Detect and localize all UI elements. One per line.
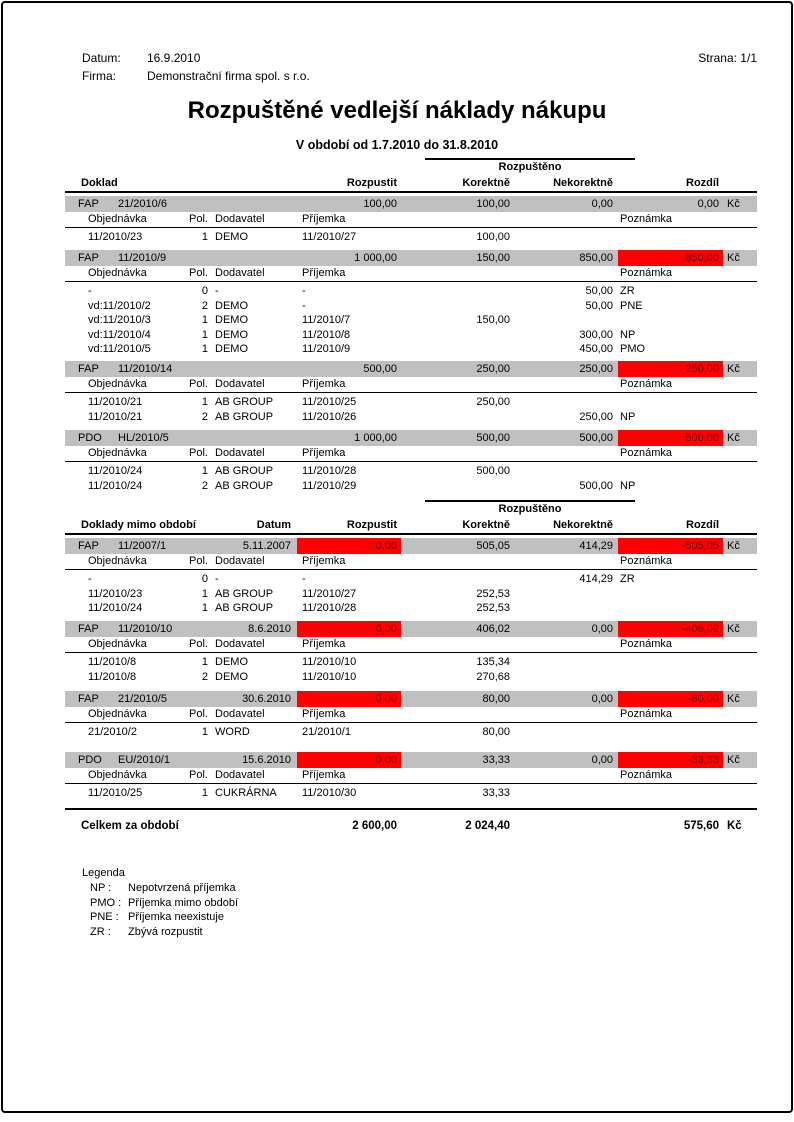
doc-type: FAP <box>78 623 99 635</box>
prijemka-value: 11/2010/28 <box>302 602 357 614</box>
doc-number: 11/2010/10 <box>118 623 173 635</box>
rozdil-highlight-cell: 250,00 <box>618 361 723 377</box>
legend-code: PNE : <box>90 911 119 923</box>
korektne-value: 252,53 <box>476 587 510 600</box>
dodavatel-value: DEMO <box>215 231 248 243</box>
col-doklad: Doklad <box>81 177 118 189</box>
doc-number: 11/2007/1 <box>118 540 167 552</box>
col-pol: Pol. <box>189 378 208 390</box>
doc-type: FAP <box>78 540 99 552</box>
company-value: Demonstrační firma spol. s r.o. <box>147 69 310 83</box>
col-pol: Pol. <box>189 213 208 225</box>
document-section <box>65 621 757 684</box>
doc-date: 8.6.2010 <box>248 623 291 635</box>
document-section <box>65 196 757 245</box>
objednavka-value: - <box>88 573 92 585</box>
objednavka-value: 11/2010/24 <box>88 602 143 614</box>
objednavka-value: vd:11/2010/2 <box>88 299 151 312</box>
currency-label: Kč <box>727 252 740 264</box>
nekorektne-value: 500,00 <box>579 479 613 492</box>
dodavatel-value: WORD <box>215 726 250 738</box>
doc-number: 21/2010/5 <box>118 693 167 705</box>
rozpustit-highlight-cell: 0,00 <box>297 691 401 707</box>
col-pol: Pol. <box>189 447 208 459</box>
poznamka-value: NP <box>620 410 636 423</box>
document-band-row <box>65 361 757 377</box>
doc-type: FAP <box>78 252 99 264</box>
pol-value: 2 <box>201 479 208 492</box>
totals-label: Celkem za období <box>81 820 179 832</box>
prijemka-value: 11/2010/27 <box>302 587 357 600</box>
legend-code: NP : <box>90 882 112 894</box>
detail-row <box>65 230 757 245</box>
korektne-value: 150,00 <box>476 252 510 264</box>
date-value: 16.9.2010 <box>147 51 201 65</box>
col-prijemka: Příjemka <box>302 267 346 279</box>
dodavatel-value: DEMO <box>215 328 248 341</box>
currency-label: Kč <box>727 363 740 375</box>
col-objednavka: Objednávka <box>88 708 147 720</box>
detail-header-row <box>65 446 757 462</box>
nekorektne-value: 250,00 <box>579 410 613 423</box>
korektne-value: 33,33 <box>482 754 510 766</box>
doc-date: 30.6.2010 <box>242 693 291 705</box>
korektne-value: 270,68 <box>476 670 510 683</box>
document-section <box>65 752 757 801</box>
detail-row <box>65 786 757 801</box>
col-dodavatel: Dodavatel <box>215 378 265 390</box>
objednavka-value: 11/2010/24 <box>88 479 143 492</box>
legend-item <box>65 925 485 940</box>
col-rozdil: Rozdíl <box>686 177 719 189</box>
pol-value: 1 <box>201 231 208 243</box>
col-prijemka: Příjemka <box>302 555 346 567</box>
dodavatel-value: CUKRÁRNA <box>215 787 277 799</box>
page-number: Strana: 1/1 <box>698 51 757 65</box>
prijemka-value: 11/2010/7 <box>302 314 351 326</box>
korektne-value: 250,00 <box>476 363 510 375</box>
pol-value: 2 <box>201 410 208 423</box>
prijemka-value: - <box>302 573 306 585</box>
col-rozdil: Rozdíl <box>686 519 719 531</box>
doc-number: 11/2010/9 <box>118 252 167 264</box>
group-header-label: Rozpuštěno <box>498 161 562 173</box>
dodavatel-value: DEMO <box>215 656 248 668</box>
legend-text: Nepotvrzená příjemka <box>128 882 236 894</box>
objednavka-value: 11/2010/23 <box>88 587 143 600</box>
col-objednavka: Objednávka <box>88 638 147 650</box>
document-band-row <box>65 538 757 554</box>
objednavka-value: - <box>88 285 92 297</box>
currency-label: Kč <box>727 623 740 635</box>
doc-number: 21/2010/6 <box>118 198 167 210</box>
nekorektne-value: 450,00 <box>579 343 613 355</box>
detail-row <box>65 299 757 314</box>
col-rozpustit: Rozpustit <box>346 177 397 189</box>
rozdil-highlight-cell: -406,02 <box>618 621 723 637</box>
prijemka-value: 11/2010/27 <box>302 231 357 243</box>
document-band-row <box>65 196 757 212</box>
pol-value: 2 <box>201 299 208 312</box>
col-poznamka: Poznámka <box>620 638 672 650</box>
company-label: Firma: <box>82 69 116 83</box>
detail-header-row <box>65 707 757 723</box>
poznamka-value: NP <box>620 479 636 492</box>
col-prijemka: Příjemka <box>302 378 346 390</box>
poznamka-value: ZR <box>620 573 635 585</box>
nekorektne-value: 50,00 <box>585 299 613 312</box>
document-section <box>65 361 757 424</box>
col-rozpustit: Rozpustit <box>346 519 397 531</box>
column-header-row <box>65 174 757 193</box>
currency-label: Kč <box>727 693 740 705</box>
prijemka-value: 11/2010/29 <box>302 479 357 492</box>
pol-value: 1 <box>201 787 208 799</box>
rozdil-highlight-cell: -80,00 <box>618 691 723 707</box>
pol-value: 1 <box>201 314 208 326</box>
dodavatel-value: DEMO <box>215 343 248 355</box>
doc-number: 11/2010/14 <box>118 363 173 375</box>
korektne-value: 100,00 <box>476 198 510 210</box>
korektne-value: 80,00 <box>482 726 510 738</box>
col-prijemka: Příjemka <box>302 769 346 781</box>
detail-header-row <box>65 266 757 282</box>
col-poznamka: Poznámka <box>620 555 672 567</box>
legend-title: Legenda <box>82 867 125 879</box>
dodavatel-value: - <box>215 573 219 585</box>
dodavatel-value: DEMO <box>215 314 248 326</box>
col-pol: Pol. <box>189 708 208 720</box>
currency-label: Kč <box>727 540 740 552</box>
currency-label: Kč <box>727 820 742 832</box>
prijemka-value: 11/2010/26 <box>302 410 357 423</box>
col-datum: Datum <box>256 519 291 531</box>
prijemka-value: 11/2010/25 <box>302 396 357 408</box>
rozdil-highlight-cell: -33,33 <box>618 752 723 768</box>
nekorektne-value: 300,00 <box>579 328 613 341</box>
nekorektne-value: 500,00 <box>579 432 613 444</box>
pol-value: 1 <box>201 656 208 668</box>
detail-row <box>65 725 757 740</box>
col-objednavka: Objednávka <box>88 378 147 390</box>
objednavka-value: vd:11/2010/4 <box>88 328 151 341</box>
currency-label: Kč <box>727 754 740 766</box>
col-objednavka: Objednávka <box>88 769 147 781</box>
document-section <box>65 691 757 740</box>
korektne-value: 505,05 <box>476 540 510 552</box>
detail-row <box>65 395 757 410</box>
col-pol: Pol. <box>189 638 208 650</box>
pol-value: 1 <box>201 328 208 341</box>
col-objednavka: Objednávka <box>88 213 147 225</box>
dodavatel-value: DEMO <box>215 299 248 312</box>
legend-item <box>65 910 485 925</box>
detail-row <box>65 670 757 685</box>
objednavka-value: 11/2010/24 <box>88 465 143 477</box>
detail-header-row <box>65 212 757 228</box>
dodavatel-value: AB GROUP <box>215 396 274 408</box>
nekorektne-value: 414,29 <box>579 573 613 585</box>
korektne-value: 100,00 <box>476 231 510 243</box>
rozpustit-value: 500,00 <box>363 363 397 375</box>
col-korektne: Korektně <box>462 177 510 189</box>
totals-korektne: 2 024,40 <box>465 820 510 832</box>
col-poznamka: Poznámka <box>620 447 672 459</box>
rozdil-value: 0,00 <box>697 198 719 210</box>
col-dodavatel: Dodavatel <box>215 638 265 650</box>
col-pol: Pol. <box>189 555 208 567</box>
prijemka-value: 11/2010/30 <box>302 787 357 799</box>
document-band-row <box>65 250 757 266</box>
doc-date: 15.6.2010 <box>242 754 291 766</box>
col-prijemka: Příjemka <box>302 638 346 650</box>
document-band-row <box>65 621 757 637</box>
doc-type: PDO <box>78 754 102 766</box>
dodavatel-value: DEMO <box>215 670 248 683</box>
detail-row <box>65 313 757 328</box>
pol-value: 0 <box>201 573 208 585</box>
nekorektne-value: 0,00 <box>591 198 613 210</box>
detail-header-row <box>65 768 757 784</box>
detail-row <box>65 410 757 425</box>
col-objednavka: Objednávka <box>88 447 147 459</box>
pol-value: 0 <box>201 285 208 297</box>
korektne-value: 80,00 <box>482 693 510 705</box>
report-title: Rozpuštěné vedlejší náklady nákupu <box>187 97 607 124</box>
objednavka-value: 11/2010/8 <box>88 656 137 668</box>
legend-text: Příjemka neexistuje <box>128 911 224 923</box>
rozdil-highlight-cell: 500,00 <box>618 430 723 446</box>
detail-row <box>65 479 757 494</box>
korektne-value: 250,00 <box>476 396 510 408</box>
doc-type: PDO <box>78 432 102 444</box>
col-nekorektne: Nekorektně <box>553 177 613 189</box>
poznamka-value: PNE <box>620 299 643 312</box>
prijemka-value: - <box>302 299 306 312</box>
objednavka-value: 11/2010/21 <box>88 396 143 408</box>
detail-header-row <box>65 554 757 570</box>
detail-row <box>65 464 757 479</box>
rozpustit-highlight-cell: 0,00 <box>297 752 401 768</box>
col-poznamka: Poznámka <box>620 708 672 720</box>
col-dodavatel: Dodavatel <box>215 213 265 225</box>
detail-row <box>65 284 757 299</box>
document-section <box>65 250 757 357</box>
col-nekorektne: Nekorektně <box>553 519 613 531</box>
legend-code: PMO : <box>90 896 122 909</box>
legend-item <box>65 881 485 896</box>
nekorektne-value: 250,00 <box>579 363 613 375</box>
doc-type: FAP <box>78 363 99 375</box>
pol-value: 1 <box>201 602 208 614</box>
pol-value: 1 <box>201 587 208 600</box>
col-dodavatel: Dodavatel <box>215 769 265 781</box>
pol-value: 1 <box>201 343 208 355</box>
detail-row <box>65 342 757 357</box>
dodavatel-value: - <box>215 285 219 297</box>
document-band-row <box>65 691 757 707</box>
legend-text: Příjemka mimo období <box>128 896 239 909</box>
doc-number: EU/2010/1 <box>118 754 170 766</box>
pol-value: 2 <box>201 670 208 683</box>
nekorektne-value: 414,29 <box>579 540 613 552</box>
detail-header-row <box>65 377 757 393</box>
totals-row <box>65 818 757 834</box>
objednavka-value: 11/2010/25 <box>88 787 143 799</box>
korektne-value: 500,00 <box>476 465 510 477</box>
korektne-value: 150,00 <box>476 314 510 326</box>
objednavka-value: 21/2010/2 <box>88 726 137 738</box>
document-section <box>65 538 757 616</box>
currency-label: Kč <box>727 432 740 444</box>
rozdil-highlight-cell: -505,05 <box>618 538 723 554</box>
dodavatel-value: AB GROUP <box>215 587 274 600</box>
col-dodavatel: Dodavatel <box>215 555 265 567</box>
detail-row <box>65 572 757 587</box>
totals-rozpustit: 2 600,00 <box>352 820 397 832</box>
legend-item <box>65 896 485 911</box>
objednavka-value: vd:11/2010/3 <box>88 314 151 326</box>
korektne-value: 252,53 <box>476 602 510 614</box>
prijemka-value: 11/2010/28 <box>302 465 357 477</box>
prijemka-value: - <box>302 285 306 297</box>
col-doklady-mimo-obdobi: Doklady mimo období <box>81 519 196 531</box>
pol-value: 1 <box>201 465 208 477</box>
col-poznamka: Poznámka <box>620 378 672 390</box>
dodavatel-value: AB GROUP <box>215 479 274 492</box>
legend-code: ZR : <box>90 925 111 938</box>
col-korektne: Korektně <box>462 519 510 531</box>
korektne-value: 33,33 <box>482 787 510 799</box>
detail-row <box>65 655 757 670</box>
legend <box>65 866 485 939</box>
group-header-label: Rozpuštěno <box>498 503 562 515</box>
doc-type: FAP <box>78 693 99 705</box>
poznamka-value: PMO <box>620 343 646 355</box>
doc-type: FAP <box>78 198 99 210</box>
prijemka-value: 21/2010/1 <box>302 726 351 738</box>
totals-rozdil: 575,60 <box>683 820 719 832</box>
rozpustit-value: 100,00 <box>363 198 397 210</box>
col-dodavatel: Dodavatel <box>215 267 265 279</box>
column-header-row <box>65 516 757 535</box>
currency-label: Kč <box>727 198 740 210</box>
doc-number: HL/2010/5 <box>118 432 169 444</box>
legend-title-row <box>65 866 485 881</box>
prijemka-value: 11/2010/10 <box>302 670 357 683</box>
col-objednavka: Objednávka <box>88 555 147 567</box>
dodavatel-value: AB GROUP <box>215 465 274 477</box>
detail-header-row <box>65 637 757 653</box>
objednavka-value: vd:11/2010/5 <box>88 343 151 355</box>
korektne-value: 406,02 <box>476 623 510 635</box>
col-poznamka: Poznámka <box>620 267 672 279</box>
document-band-row <box>65 430 757 446</box>
poznamka-value: NP <box>620 328 636 341</box>
col-pol: Pol. <box>189 769 208 781</box>
korektne-value: 500,00 <box>476 432 510 444</box>
nekorektne-value: 0,00 <box>591 623 613 635</box>
rozpustit-highlight-cell: 0,00 <box>297 538 401 554</box>
rozpustit-highlight-cell: 0,00 <box>297 621 401 637</box>
col-prijemka: Příjemka <box>302 213 346 225</box>
rozpustit-value: 1 000,00 <box>354 432 397 444</box>
report-period-subtitle: V období od 1.7.2010 do 31.8.2010 <box>295 138 499 152</box>
legend-text: Zbývá rozpustit <box>128 925 203 938</box>
detail-row <box>65 587 757 602</box>
document-band-row <box>65 752 757 768</box>
dodavatel-value: AB GROUP <box>215 602 274 614</box>
col-objednavka: Objednávka <box>88 267 147 279</box>
objednavka-value: 11/2010/21 <box>88 410 143 423</box>
date-label: Datum: <box>82 51 121 65</box>
totals-block <box>65 808 757 834</box>
prijemka-value: 11/2010/10 <box>302 656 357 668</box>
objednavka-value: 11/2010/8 <box>88 670 137 683</box>
col-dodavatel: Dodavatel <box>215 447 265 459</box>
korektne-value: 135,34 <box>476 656 510 668</box>
nekorektne-value: 0,00 <box>591 693 613 705</box>
col-pol: Pol. <box>189 267 208 279</box>
rozpustit-value: 1 000,00 <box>354 252 397 264</box>
objednavka-value: 11/2010/23 <box>88 231 143 243</box>
poznamka-value: ZR <box>620 285 635 297</box>
nekorektne-value: 850,00 <box>579 252 613 264</box>
detail-row <box>65 601 757 616</box>
col-poznamka: Poznámka <box>620 769 672 781</box>
prijemka-value: 11/2010/9 <box>302 343 351 355</box>
col-dodavatel: Dodavatel <box>215 708 265 720</box>
col-poznamka: Poznámka <box>620 213 672 225</box>
pol-value: 1 <box>201 726 208 738</box>
nekorektne-value: 0,00 <box>591 754 613 766</box>
col-prijemka: Příjemka <box>302 708 346 720</box>
nekorektne-value: 50,00 <box>585 285 613 297</box>
doc-date: 5.11.2007 <box>242 540 291 552</box>
detail-row <box>65 328 757 343</box>
document-section <box>65 430 757 493</box>
dodavatel-value: AB GROUP <box>215 410 274 423</box>
prijemka-value: 11/2010/8 <box>302 328 351 341</box>
pol-value: 1 <box>201 396 208 408</box>
col-prijemka: Příjemka <box>302 447 346 459</box>
rozdil-highlight-cell: 850,00 <box>618 250 723 266</box>
